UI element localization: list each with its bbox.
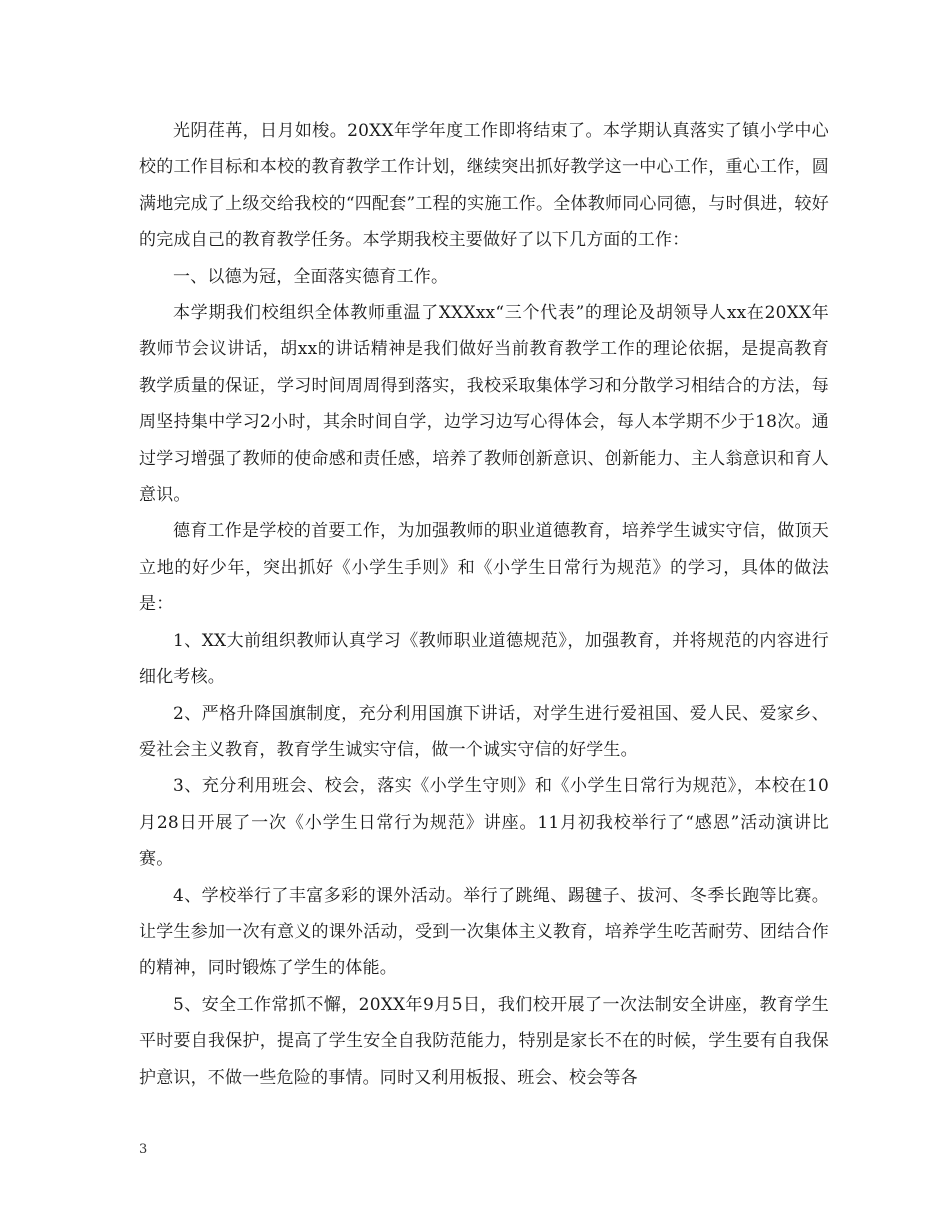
paragraph-moral-work: 德育工作是学校的首要工作，为加强教师的职业道德教育，培养学生诚实守信，做顶天立地的好少年，突出抓好《小学生手则》和《小学生日常行为规范》的学习，具体的做法是： [139,521,829,615]
list-item-2: 2、严格升降国旗制度，充分利用国旗下讲话，对学生进行爱祖国、爱人民、爱家乡、爱社会主义教育，教育学生诚实守信，做一个诚实守信的好学生。 [139,703,829,760]
list-item-1: 1、XX大前组织教师认真学习《教师职业道德规范》，加强教育，并将规范的内容进行细化考核。 [139,630,829,688]
paragraph-intro: 光阴荏苒，日月如梭。20XX年学年度工作即将结束了。本学期认真落实了镇小学中心校的工作目标和本校的教育教学工作计划，继续突出抓好教学这一中心工作，重心工作，圆满地完成了上级交给我校的“四配套”工程的实施工作。全体教师同心同德，与时俱进，较好的完成自己的教育教学任务。本学期我校主要做好了以下几方面的工作： [139,121,829,251]
section-heading-moral-education: 一、以德为冠，全面落实德育工作。 [173,266,449,287]
page-number: 3 [139,1142,148,1157]
body-text [139,113,829,1096]
list-item-5: 5、安全工作常抓不懈，20XX年9月5日，我们校开展了一次法制安全讲座，教育学生平时要自我保护，提高了学生安全自我防范能力，特别是家长不在的时候，学生要有自我保护意识，不做一些危险的事情。同时又利用板报、班会、校会等各 [139,994,829,1088]
paragraph-teacher-study: 本学期我们校组织全体教师重温了XXXxx“三个代表”的理论及胡领导人xx在20XX年教师节会议讲话，胡xx的讲话精神是我们做好当前教育教学工作的理论依据，是提高教育教学质量的保证，学习时间周周得到落实，我校采取集体学习和分散学习相结合的方法，每周坚持集中学习2小时，其余时间自学，边学习边写心得体会，每人本学期不少于18次。通过学习增强了教师的使命感和责任感，培养了教师创新意识、创新能力、主人翁意识和育人意识。 [139,303,829,506]
list-item-4: 4、学校举行了丰富多彩的课外活动。举行了跳绳、踢毽子、拔河、冬季长跑等比赛。让学生参加一次有意义的课外活动，受到一次集体主义教育，培养学生吃苦耐劳、团结合作的精神，同时锻炼了学生的体能。 [139,885,829,979]
list-item-3: 3、充分利用班会、校会，落实《小学生守则》和《小学生日常行为规范》，本校在10月28日开展了一次《小学生日常行为规范》讲座。11月初我校举行了“感恩”活动演讲比赛。 [139,776,829,870]
